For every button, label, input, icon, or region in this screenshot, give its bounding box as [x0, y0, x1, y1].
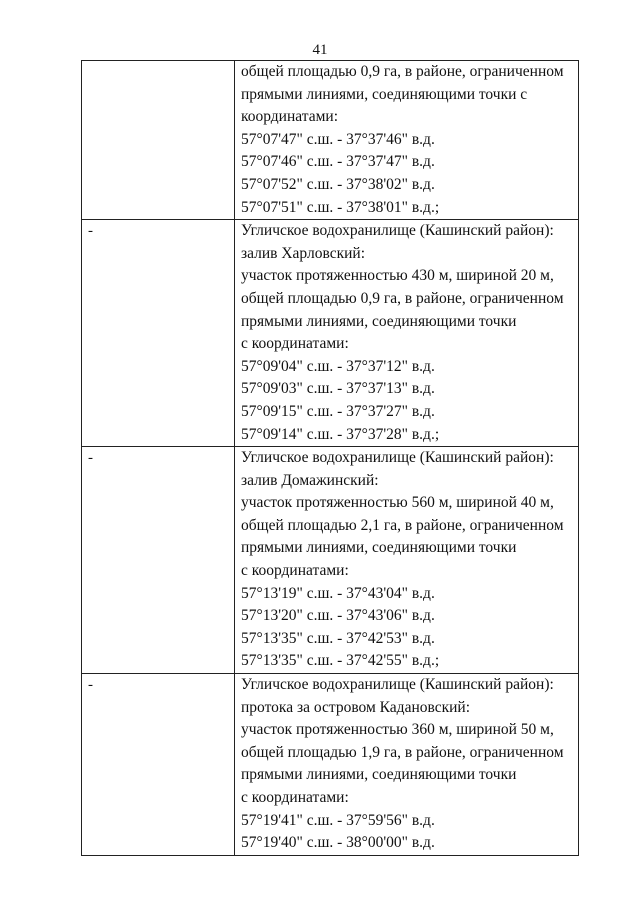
text-line: 57°09'03" с.ш. - 37°37'13" в.д. [241, 380, 435, 398]
text-line: 57°07'51" с.ш. - 37°38'01" в.д.; [241, 198, 440, 216]
row-marker-cell [82, 674, 235, 856]
row-description-cell [235, 674, 579, 856]
row-marker-cell [82, 447, 235, 674]
text-line: прямыми линиями, соединяющими точки [241, 766, 517, 784]
row-description-cell [235, 447, 579, 674]
text-line: 57°07'46" с.ш. - 37°37'47" в.д. [241, 153, 435, 171]
text-line: общей площадью 0,9 га, в районе, ограниченном [241, 63, 564, 80]
table-row [82, 447, 579, 674]
row-marker-cell [82, 220, 235, 447]
text-line: участок протяженностью 360 м, шириной 50 м, [241, 721, 554, 739]
text-line: с координатами: [241, 562, 349, 580]
table-row [82, 674, 579, 856]
text-line: 57°09'04" с.ш. - 37°37'12" в.д. [241, 357, 435, 375]
text-line: общей площадью 0,9 га, в районе, ограниченном [241, 289, 564, 307]
text-line: общей площадью 2,1 га, в районе, ограниченном [241, 516, 564, 534]
text-line: с координатами: [241, 789, 349, 806]
text-line: протока за островом Кадановский: [241, 698, 471, 716]
row-marker: - [88, 677, 93, 694]
table-row [82, 61, 579, 220]
table-body [82, 61, 579, 856]
text-line: 57°13'20" с.ш. - 37°43'06" в.д. [241, 607, 435, 625]
text-line: Угличское водохранилище (Кашинский район): [241, 449, 554, 467]
text-line: общей площадью 1,9 га, в районе, ограниченном [241, 743, 564, 761]
text-line: прямыми линиями, соединяющими точки с [241, 85, 528, 103]
text-line: 57°09'14" с.ш. - 37°37'28" в.д.; [241, 425, 440, 443]
text-line: 57°19'40" с.ш. - 38°00'00" в.д. [241, 834, 435, 852]
text-line: 57°13'19" с.ш. - 37°43'04" в.д. [241, 584, 435, 602]
text-line: координатами: [241, 108, 338, 126]
text-line: 57°13'35" с.ш. - 37°42'55" в.д.; [241, 652, 440, 670]
coordinates-table [81, 60, 579, 856]
text-line: Угличское водохранилище (Кашинский район): [241, 222, 554, 240]
text-line: с координатами: [241, 335, 349, 353]
text-line: 57°19'41" с.ш. - 37°59'56" в.д. [241, 811, 435, 829]
row-marker: - [88, 223, 93, 240]
table-row [82, 220, 579, 447]
text-line: 57°07'47" с.ш. - 37°37'46" в.д. [241, 130, 435, 148]
text-line: прямыми линиями, соединяющими точки [241, 539, 517, 557]
row-description-cell [235, 220, 579, 447]
row-description-cell [235, 61, 579, 220]
text-line: прямыми линиями, соединяющими точки [241, 312, 517, 330]
row-marker [82, 61, 234, 84]
text-line: участок протяженностью 560 м, шириной 40 м, [241, 494, 554, 512]
text-line: 57°07'52" с.ш. - 37°38'02" в.д. [241, 175, 435, 193]
row-marker-cell [82, 61, 235, 220]
page-number: 41 [312, 42, 328, 58]
text-line: 57°09'15" с.ш. - 37°37'27" в.д. [241, 402, 435, 420]
text-line: участок протяженностью 430 м, шириной 20 м, [241, 267, 554, 285]
text-line: залив Домажинский: [241, 471, 379, 489]
text-line: залив Харловский: [241, 244, 365, 262]
text-line: Угличское водохранилище (Кашинский район): [241, 676, 554, 694]
row-marker: - [88, 450, 93, 467]
text-line: 57°13'35" с.ш. - 37°42'53" в.д. [241, 629, 435, 647]
